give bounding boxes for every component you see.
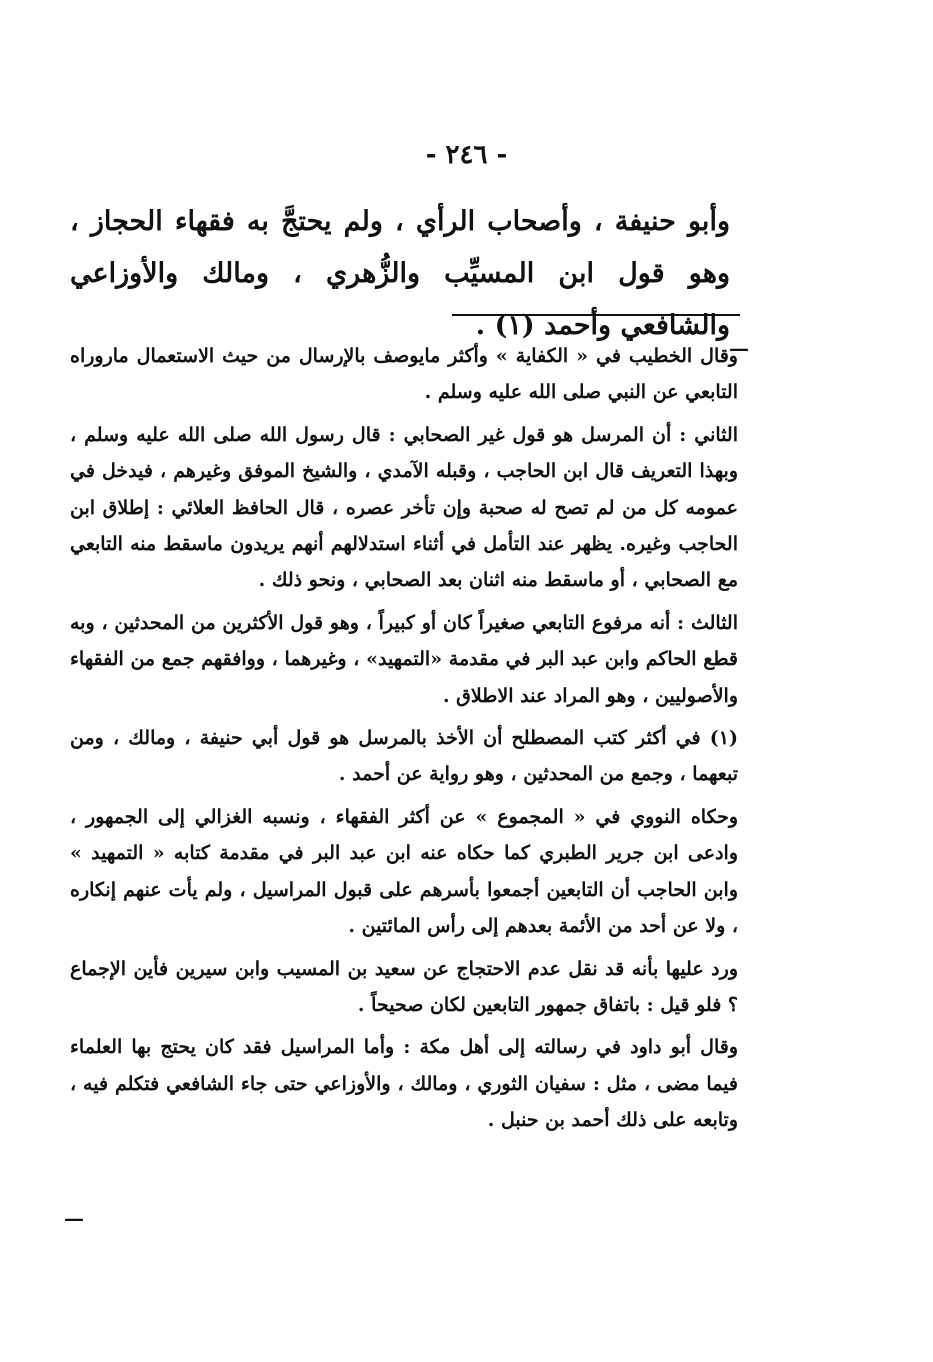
footnote-paragraph-abu-dawud: وقال أبو داود في رسالته إلى أهل مكة : وأما المراسيل فقد كان يحتج بها العلماء فيما مضى ، مثل : سفيان الثوري ، ومالك ، والأوزاعي حتى جاء الشافعي فتكلم فيه ، وتابعه على ذلك أحمد بن حنبل . [70,1036,738,1132]
footnote-continuation-mark-end: — [64,1206,84,1230]
main-text-block [70,196,730,352]
footnote-paragraph-third-definition: الثالث : أنه مرفوع التابعي صغيراً كان أو كبيراً ، وهو قول الأكثرين من المحدثين ، وبه قطع الحاكم وابن عبد البر في مقدمة «التمهيد» ، وغيرهما ، ووافقهم جمع من الفقهاء والأصوليين ، وهو المراد عند الاطلاق . [70,611,738,707]
footnote-paragraph-khatib: وقال الخطيب في « الكفاية » وأكثر مايوصف بالإرسال من حيث الاستعمال ماروراه التابعي عن النبي صلى الله عليه وسلم . [70,345,738,404]
footnote-continuation-mark-start: — [729,336,749,360]
footnote-paragraph-nawawi: وحكاه النووي في « المجموع » عن أكثر الفقهاء ، ونسبه الغزالي إلى الجمهور ، وادعى ابن جرير الطبري كما حكاه عنه ابن عبد البر في مقدمة كتابه « التمهيد » وابن الحاجب أن التابعين أجمعوا بأسرهم على قبول المراسيل ، ولم يأت عنهم إنكاره ، ولا عن أحد من الأئمة بعدهم إلى رأس المائتين . [70,805,738,938]
main-paragraph: وأبو حنيفة ، وأصحاب الرأي ، ولم يحتجَّ به فقهاء الحجاز ، وهو قول ابن المسيِّب والزُّهري ، ومالك والأوزاعي والشافعي وأحمد (١) . [70,206,730,341]
page-number: - ٢٤٦ - [425,140,508,170]
footnote-separator [452,314,740,316]
footnote-paragraph-objection: ورد عليها بأنه قد نقل عدم الاحتجاج عن سعيد بن المسيب وابن سيرين فأين الإجماع ؟ فلو قيل : باتفاق جمهور التابعين لكان صحيحاً . [70,957,738,1016]
footnotes-block [70,338,738,1145]
footnote-paragraph-second-definition: الثاني : أن المرسل هو قول غير الصحابي : قال رسول الله صلى الله عليه وسلم ، وبهذا التعريف قال ابن الحاجب ، وقبله الآمدي ، والشيخ الموفق وغيرهم ، فيدخل في عمومه كل من لم تصح له صحبة وإن تأخر عصره ، قال الحافظ العلائي : إطلاق ابن الحاجب وغيره. يظهر عند التأمل في أثناء استدلالهم أنهم يريدون ماسقط منه التابعي مع الصحابي ، أو ماسقط منه اثنان بعد الصحابي ، ونحو ذلك . [70,423,738,592]
footnote-one: (١) في أكثر كتب المصطلح أن الأخذ بالمرسل هو قول أبي حنيفة ، ومالك ، ومن تبعهما ، وجمع من المحدثين ، وهو رواية عن أحمد . [70,727,738,786]
